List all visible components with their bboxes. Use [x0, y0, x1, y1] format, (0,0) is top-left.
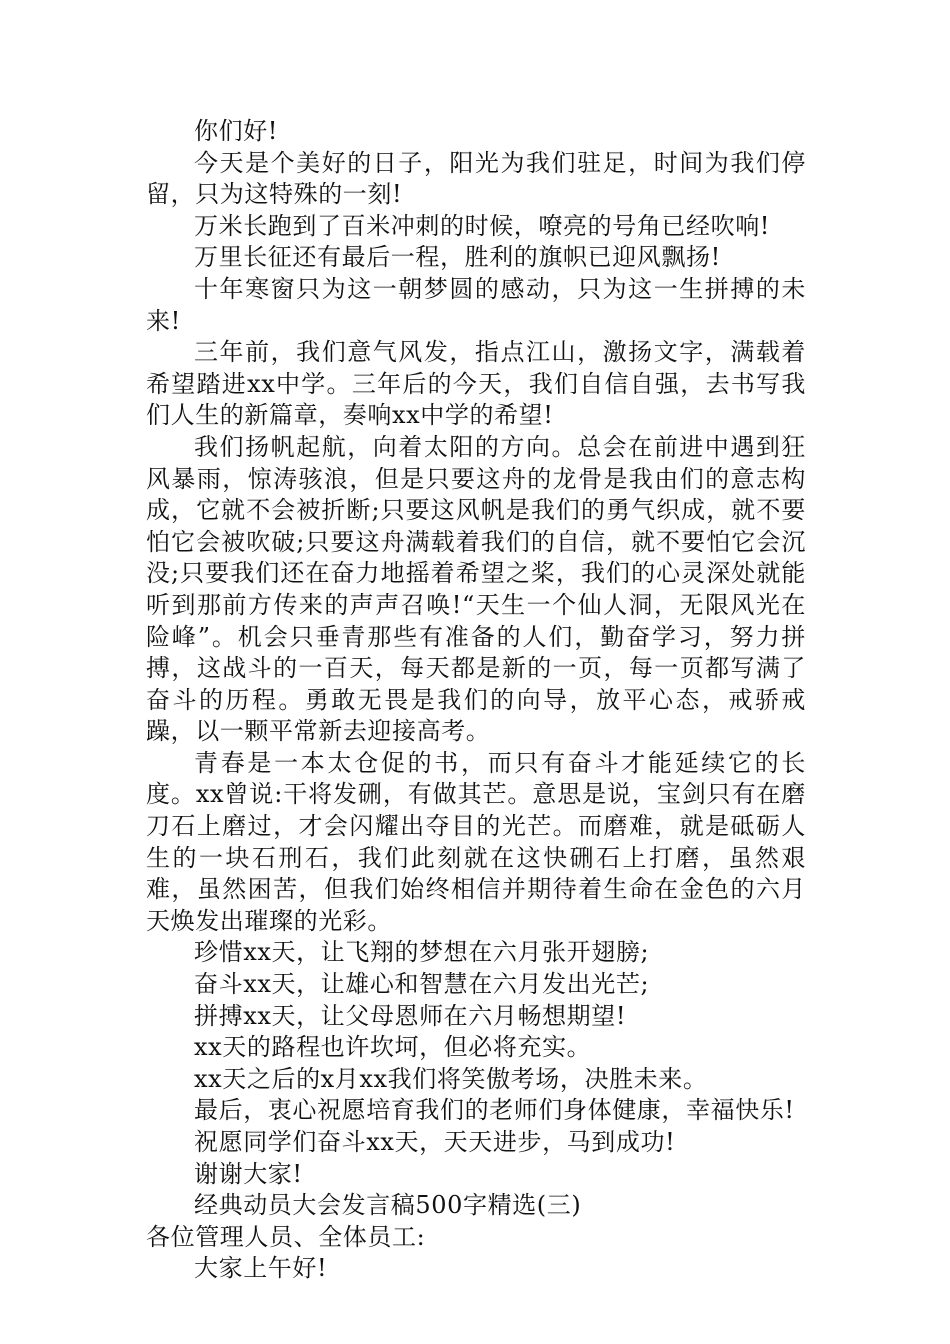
paragraph-long-march: 万里长征还有最后一程，胜利的旗帜已迎风飘扬! [194, 243, 721, 272]
paragraph-exam: xx天之后的x月xx我们将笑傲考场，决胜未来。 [194, 1064, 708, 1093]
section-heading: 经典动员大会发言稿500字精选(三) [194, 1191, 582, 1220]
paragraph-today: 今天是个美好的日子，阳光为我们驻足，时间为我们停留，只为这特殊的一刻! [146, 148, 806, 209]
paragraph-teachers: 最后，衷心祝愿培育我们的老师们身体健康，幸福快乐! [194, 1096, 795, 1125]
paragraph-thanks: 谢谢大家! [194, 1159, 303, 1188]
paragraph-classmates: 祝愿同学们奋斗xx天，天天进步，马到成功! [194, 1128, 676, 1156]
paragraph-fight: 拼搏xx天，让父母恩师在六月畅想期望! [194, 1001, 627, 1030]
paragraph-set-sail: 我们扬帆起航，向着太阳的方向。总会在前进中遇到狂风暴雨，惊涛骇浪，但是只要这舟的龙骨是我由们的意志构成，它就不会被折断;只要这风帆是我们的勇气织成，就不要怕它会被吹破;只要这舟满载着我们的自信，就不要怕它会沉没;只要我们还在奋力地摇着希望之桨，我们的心灵深处就能听到那前方传来的声声召唤!“天生一个仙人洞，无限风光在险峰”。机会只垂青那些有准备的人们，勤奋学习，努力拼搏，这战斗的一百天，每天都是新的一页，每一页都写满了奋斗的历程。勇敢无畏是我们的向导，放平心态，戒骄戒躁，以一颗平常新去迎接高考。 [146, 432, 806, 746]
paragraph-sprint: 万米长跑到了百米冲刺的时候，嘹亮的号角已经吹响! [194, 211, 771, 240]
paragraph-cherish: 珍惜xx天，让飞翔的梦想在六月张开翅膀; [194, 938, 650, 967]
paragraph-salutation: 各位管理人员、全体员工: [146, 1222, 426, 1251]
paragraph-ten-years: 十年寒窗只为这一朝梦圆的感动，只为这一生拼搏的未来! [146, 274, 806, 335]
paragraph-journey: xx天的路程也许坎坷，但必将充实。 [194, 1033, 592, 1062]
paragraph-youth: 青春是一本太仓促的书，而只有奋斗才能延续它的长度。xx曾说:干将发硎，有做其芒。意思是说，宝剑只有在磨刀石上磨过，才会闪耀出夺目的光芒。而磨难，就是砥砺人生的一块石刑石，我们此刻就在这快硎石上打磨，虽然艰难，虽然困苦，但我们始终相信并期待着生命在金色的六月天焕发出璀璨的光彩。 [146, 748, 806, 935]
document-body [146, 116, 806, 1285]
paragraph-greeting: 你们好! [194, 117, 279, 145]
paragraph-three-years: 三年前，我们意气风发，指点江山，激扬文字，满载着希望踏进xx中学。三年后的今天，我们自信自强，去书写我们人生的新篇章，奏响xx中学的希望! [146, 338, 806, 430]
paragraph-strive: 奋斗xx天，让雄心和智慧在六月发出光芒; [194, 970, 650, 999]
paragraph-good-morning: 大家上午好! [194, 1254, 328, 1283]
